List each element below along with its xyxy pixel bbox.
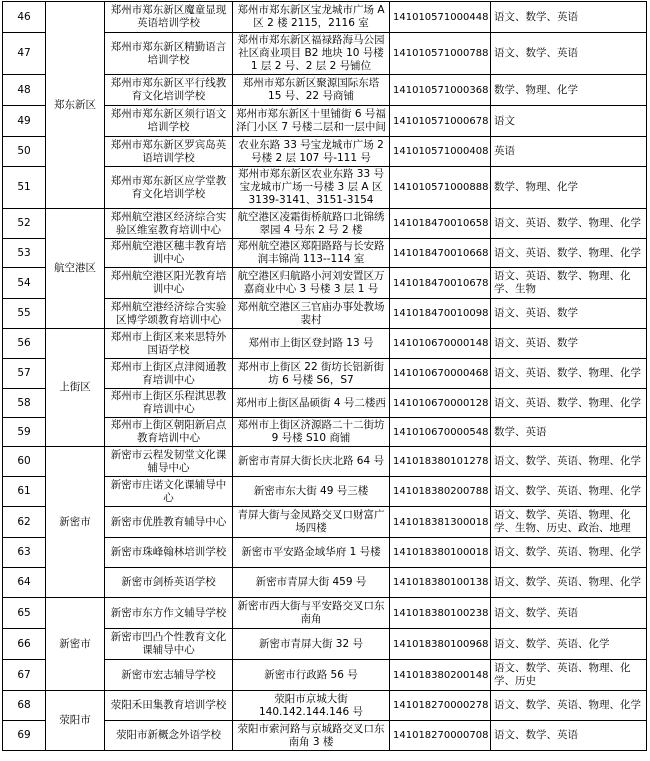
- row-number: 54: [3, 268, 46, 299]
- license-number: 141010571000888: [390, 167, 491, 209]
- institution-name: 郑州市上街区乐程淇思教育培训中心: [105, 389, 233, 418]
- license-number: 141010571000678: [390, 106, 491, 137]
- row-number: 65: [3, 598, 46, 629]
- license-number: 141018380200148: [390, 660, 491, 691]
- license-number: 141018470010668: [390, 239, 491, 268]
- subjects: 语文、数学、英语: [491, 721, 647, 751]
- institution-name: 新密市东方作文辅导学校: [105, 598, 233, 629]
- license-number: 141010670000548: [390, 418, 491, 447]
- institution-address: 新密市行政路 56 号: [233, 660, 390, 691]
- institution-name: 新密市凹凸个性教育文化课辅导中心: [105, 629, 233, 660]
- subjects: 语文、数学、英语、物理、化学: [491, 538, 647, 568]
- institution-name: 新密市云程发韧堂文化课辅导中心: [105, 447, 233, 477]
- institution-name: 郑州航空港区经济综合实验区维室教育培训中心: [105, 209, 233, 239]
- license-number: 141018380100968: [390, 629, 491, 660]
- subjects: 语文、英语、数学、物理、化学: [491, 239, 647, 268]
- license-number: 141018380100018: [390, 538, 491, 568]
- district-cell: 新密市: [46, 447, 105, 598]
- table-row: [3, 598, 647, 629]
- row-number: 48: [3, 75, 46, 106]
- institution-address: 青屏大街与金凤路交叉口财富广场四楼: [233, 507, 390, 538]
- subjects: 语文、数学、英语、物理、化学: [491, 447, 647, 477]
- license-number: 141018470010658: [390, 209, 491, 239]
- row-number: 50: [3, 137, 46, 167]
- license-number: 141018380100238: [390, 598, 491, 629]
- row-number: 57: [3, 359, 46, 389]
- license-number: 141018470010678: [390, 268, 491, 299]
- row-number: 52: [3, 209, 46, 239]
- institution-address: 新密市西大街与平安路交叉口东南角: [233, 598, 390, 629]
- row-number: 63: [3, 538, 46, 568]
- subjects: 数学、物理、化学: [491, 75, 647, 106]
- institution-address: 郑州航空港区郑阳路路与长安路润丰锦尚 113--114 室: [233, 239, 390, 268]
- table-row: [3, 209, 647, 239]
- institution-address: 郑州市郑东新区福禄路海马公园社区商业项目 B2 地块 10 号楼 1 层 2 号、2 层 2 号铺位: [233, 33, 390, 75]
- institution-name: 郑州航空港区穗丰教育培训中心: [105, 239, 233, 268]
- row-number: 66: [3, 629, 46, 660]
- institution-name: 郑州市上街区朝阳新启点教育培训中心: [105, 418, 233, 447]
- institution-name: 郑州航空港区阳光教育培训中心: [105, 268, 233, 299]
- row-number: 68: [3, 691, 46, 721]
- subjects: 语文、英语、数学、物理、化学: [491, 389, 647, 418]
- row-number: 59: [3, 418, 46, 447]
- institution-address: 航空港区归航路小河刘安置区万嘉商业中心 3 号楼 3 层 1 号: [233, 268, 390, 299]
- license-number: 141010670000128: [390, 389, 491, 418]
- row-number: 47: [3, 33, 46, 75]
- subjects: 语文、英语、数学、物理、化学: [491, 359, 647, 389]
- subjects: 数学、英语: [491, 418, 647, 447]
- institution-name: 郑州市郑东新区应学堂教育文化培训学校: [105, 167, 233, 209]
- institution-address: 郑州市郑东新区宝龙城市广场 A 区 2 楼 2115，2116 室: [233, 2, 390, 33]
- district-cell: 郑东新区: [46, 2, 105, 209]
- institution-name: 新密市优胜教育辅导中心: [105, 507, 233, 538]
- district-cell: 新密市: [46, 598, 105, 691]
- license-number: 141010571000448: [390, 2, 491, 33]
- license-number: 141010670000468: [390, 359, 491, 389]
- row-number: 46: [3, 2, 46, 33]
- subjects: 数学、物理、化学: [491, 167, 647, 209]
- institution-name: 郑州市郑东新区精勤语言培训学校: [105, 33, 233, 75]
- institution-name: 新密市珠峰翰林培训学校: [105, 538, 233, 568]
- table-row: [3, 2, 647, 33]
- subjects: 语文、英语、数学: [491, 329, 647, 359]
- subjects: 语文、英语、数学: [491, 299, 647, 329]
- institution-address: 新密市青屏大街长庆北路 64 号: [233, 447, 390, 477]
- license-number: 141010571000788: [390, 33, 491, 75]
- row-number: 60: [3, 447, 46, 477]
- institution-address: 郑州市上街区济源路二十二街坊 9 号楼 S10 商铺: [233, 418, 390, 447]
- institution-address: 航空港区凌霜街桥航路口北锦绣翠园 4 号东 2 号 2 楼: [233, 209, 390, 239]
- table-row: [3, 691, 647, 721]
- row-number: 67: [3, 660, 46, 691]
- row-number: 55: [3, 299, 46, 329]
- institution-address: 农业东路 33 号宝龙城市广场 2 号楼 2 层 107 号-111 号: [233, 137, 390, 167]
- subjects: 语文、数学、英语、物理、化学: [491, 691, 647, 721]
- subjects: 语文、数学、英语: [491, 598, 647, 629]
- district-cell: 上街区: [46, 329, 105, 447]
- subjects: 语文、数学、英语、化学: [491, 629, 647, 660]
- license-number: 141018270000278: [390, 691, 491, 721]
- institution-name: 郑州市上街区点津阅通教育培训中心: [105, 359, 233, 389]
- license-number: 141018381300018: [390, 507, 491, 538]
- registration-table: [2, 1, 647, 751]
- subjects: 英语: [491, 137, 647, 167]
- institution-name: 郑州市郑东新区平行线教育文化培训学校: [105, 75, 233, 106]
- institution-address: 郑州市上街区晶硕街 4 号二楼西: [233, 389, 390, 418]
- district-cell: 荥阳市: [46, 691, 105, 751]
- license-number: 141010571000368: [390, 75, 491, 106]
- license-number: 141018470010098: [390, 299, 491, 329]
- subjects: 语文、数学、英语、物理、化学: [491, 477, 647, 507]
- license-number: 141010571000408: [390, 137, 491, 167]
- institution-address: 新密市青屏大街 32 号: [233, 629, 390, 660]
- institution-name: 郑州市上街区来来思特外国语学校: [105, 329, 233, 359]
- institution-name: 郑州市郑东新区须行语文培训学校: [105, 106, 233, 137]
- institution-address: 郑州市上街区登封路 13 号: [233, 329, 390, 359]
- institution-name: 荥阳市新概念外语学校: [105, 721, 233, 751]
- row-number: 49: [3, 106, 46, 137]
- row-number: 61: [3, 477, 46, 507]
- license-number: 141018270000708: [390, 721, 491, 751]
- subjects: 语文、数学、英语: [491, 33, 647, 75]
- institution-address: 郑州市郑东新区十里铺街 6 号福泽门小区 7 号楼二层和一层中间: [233, 106, 390, 137]
- subjects: 语文、数学、英语、物理、化学: [491, 568, 647, 598]
- row-number: 64: [3, 568, 46, 598]
- table-row: [3, 447, 647, 477]
- institution-address: 郑州航空港区三官庙办事处教场裴村: [233, 299, 390, 329]
- subjects: 语文、数学、英语、物理、化学、历史: [491, 660, 647, 691]
- institution-name: 郑州航空港经济综合实验区博学颂教育培训中心: [105, 299, 233, 329]
- row-number: 62: [3, 507, 46, 538]
- institution-address: 郑州市上街区 22 街坊长铝新街坊 6 号楼 S6，S7: [233, 359, 390, 389]
- row-number: 58: [3, 389, 46, 418]
- license-number: 141018380101278: [390, 447, 491, 477]
- license-number: 141018380100138: [390, 568, 491, 598]
- row-number: 69: [3, 721, 46, 751]
- row-number: 56: [3, 329, 46, 359]
- institution-name: 新密市剑桥英语学校: [105, 568, 233, 598]
- institution-address: 新密市青屏大街 459 号: [233, 568, 390, 598]
- institution-address: 新密市平安路金域华府 1 号楼: [233, 538, 390, 568]
- subjects: 语文、数学、英语: [491, 2, 647, 33]
- institution-address: 郑州市郑东新区聚源国际东塔 15 号、22 号商铺: [233, 75, 390, 106]
- subjects: 语文、数学、英语、物理、化学、生物、历史、政治、地理: [491, 507, 647, 538]
- institution-name: 郑州市郑东新区罗宾岛英语培训学校: [105, 137, 233, 167]
- institution-address: 荥阳市京城大街 140.142.144.146 号: [233, 691, 390, 721]
- table-row: [3, 329, 647, 359]
- institution-name: 新密市庄诺文化课辅导中心: [105, 477, 233, 507]
- institution-address: 荥阳市索河路与京城路交叉口东南角 3 楼: [233, 721, 390, 751]
- subjects: 语文、英语、数学、物理、化学: [491, 209, 647, 239]
- institution-name: 荥阳禾田集教育培训学校: [105, 691, 233, 721]
- institution-address: 郑州市郑东新区农业东路 33 号宝龙城市广场一号楼 3 层 A 区 3139-3141、3151-3154: [233, 167, 390, 209]
- license-number: 141010670000148: [390, 329, 491, 359]
- institution-name: 郑州市郑东新区魔童显现英语培训学校: [105, 2, 233, 33]
- subjects: 语文、英语、数学、物理、化学、生物: [491, 268, 647, 299]
- row-number: 51: [3, 167, 46, 209]
- license-number: 141018380200788: [390, 477, 491, 507]
- subjects: 语文: [491, 106, 647, 137]
- institution-address: 新密市东大街 49 号三楼: [233, 477, 390, 507]
- institution-name: 新密市宏志辅导学校: [105, 660, 233, 691]
- row-number: 53: [3, 239, 46, 268]
- district-cell: 航空港区: [46, 209, 105, 329]
